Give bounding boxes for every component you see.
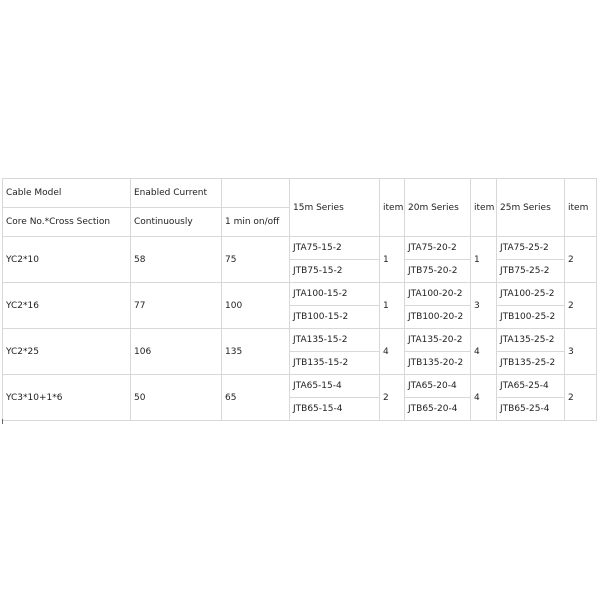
series-20m-cell: JTB100-20-2 — [405, 306, 471, 329]
cable-spec-table — [2, 178, 597, 421]
table-row — [3, 329, 597, 352]
one-min-current-cell: 75 — [222, 237, 290, 283]
series-15m-cell: JTB75-15-2 — [290, 260, 380, 283]
series-15m-cell: JTB135-15-2 — [290, 352, 380, 375]
cable-model-cell: YC2*10 — [3, 237, 131, 283]
item-25m-header: item — [565, 179, 597, 237]
series-20m-cell: JTA100-20-2 — [405, 283, 471, 306]
continuous-current-cell: 77 — [131, 283, 222, 329]
item-25m-cell: 2 — [565, 375, 597, 421]
enabled-current-header: Enabled Current — [131, 179, 222, 208]
series-15m-cell: JTA75-15-2 — [290, 237, 380, 260]
series-15m-cell: JTA65-15-4 — [290, 375, 380, 398]
margin-tick-mark — [2, 419, 3, 424]
series-15m-cell: JTB65-15-4 — [290, 398, 380, 421]
continuous-current-cell: 106 — [131, 329, 222, 375]
series-25m-cell: JTB65-25-4 — [497, 398, 565, 421]
cable-model-cell: YC3*10+1*6 — [3, 375, 131, 421]
item-25m-cell: 2 — [565, 283, 597, 329]
item-15m-cell: 1 — [380, 237, 405, 283]
item-20m-cell: 3 — [471, 283, 497, 329]
series-20m-header: 20m Series — [405, 179, 471, 237]
header-row-1 — [3, 179, 597, 208]
item-15m-header: item — [380, 179, 405, 237]
cable-model-cell: YC2*25 — [3, 329, 131, 375]
series-25m-cell: JTA135-25-2 — [497, 329, 565, 352]
series-20m-cell: JTA75-20-2 — [405, 237, 471, 260]
cable-model-header: Cable Model — [3, 179, 131, 208]
series-20m-cell: JTB135-20-2 — [405, 352, 471, 375]
item-25m-cell: 2 — [565, 237, 597, 283]
continuous-current-cell: 50 — [131, 375, 222, 421]
series-25m-cell: JTB75-25-2 — [497, 260, 565, 283]
item-20m-header: item — [471, 179, 497, 237]
item-15m-cell: 4 — [380, 329, 405, 375]
continuous-current-cell: 58 — [131, 237, 222, 283]
item-20m-cell: 4 — [471, 375, 497, 421]
table-row — [3, 283, 597, 306]
item-25m-cell: 3 — [565, 329, 597, 375]
series-25m-cell: JTB135-25-2 — [497, 352, 565, 375]
core-cross-section-header: Core No.*Cross Section — [3, 208, 131, 237]
header-blank-cell — [222, 179, 290, 208]
series-15m-header: 15m Series — [290, 179, 380, 237]
table-row — [3, 237, 597, 260]
item-15m-cell: 2 — [380, 375, 405, 421]
item-15m-cell: 1 — [380, 283, 405, 329]
one-min-current-cell: 65 — [222, 375, 290, 421]
item-20m-cell: 4 — [471, 329, 497, 375]
series-20m-cell: JTA135-20-2 — [405, 329, 471, 352]
series-20m-cell: JTB75-20-2 — [405, 260, 471, 283]
series-15m-cell: JTA135-15-2 — [290, 329, 380, 352]
series-20m-cell: JTA65-20-4 — [405, 375, 471, 398]
one-min-current-cell: 135 — [222, 329, 290, 375]
cable-model-cell: YC2*16 — [3, 283, 131, 329]
series-15m-cell: JTA100-15-2 — [290, 283, 380, 306]
series-25m-cell: JTA65-25-4 — [497, 375, 565, 398]
item-20m-cell: 1 — [471, 237, 497, 283]
series-20m-cell: JTB65-20-4 — [405, 398, 471, 421]
series-25m-cell: JTA75-25-2 — [497, 237, 565, 260]
series-25m-cell: JTA100-25-2 — [497, 283, 565, 306]
one-min-current-cell: 100 — [222, 283, 290, 329]
series-15m-cell: JTB100-15-2 — [290, 306, 380, 329]
one-min-header: 1 min on/off — [222, 208, 290, 237]
continuously-header: Continuously — [131, 208, 222, 237]
series-25m-header: 25m Series — [497, 179, 565, 237]
series-25m-cell: JTB100-25-2 — [497, 306, 565, 329]
table-row — [3, 375, 597, 398]
